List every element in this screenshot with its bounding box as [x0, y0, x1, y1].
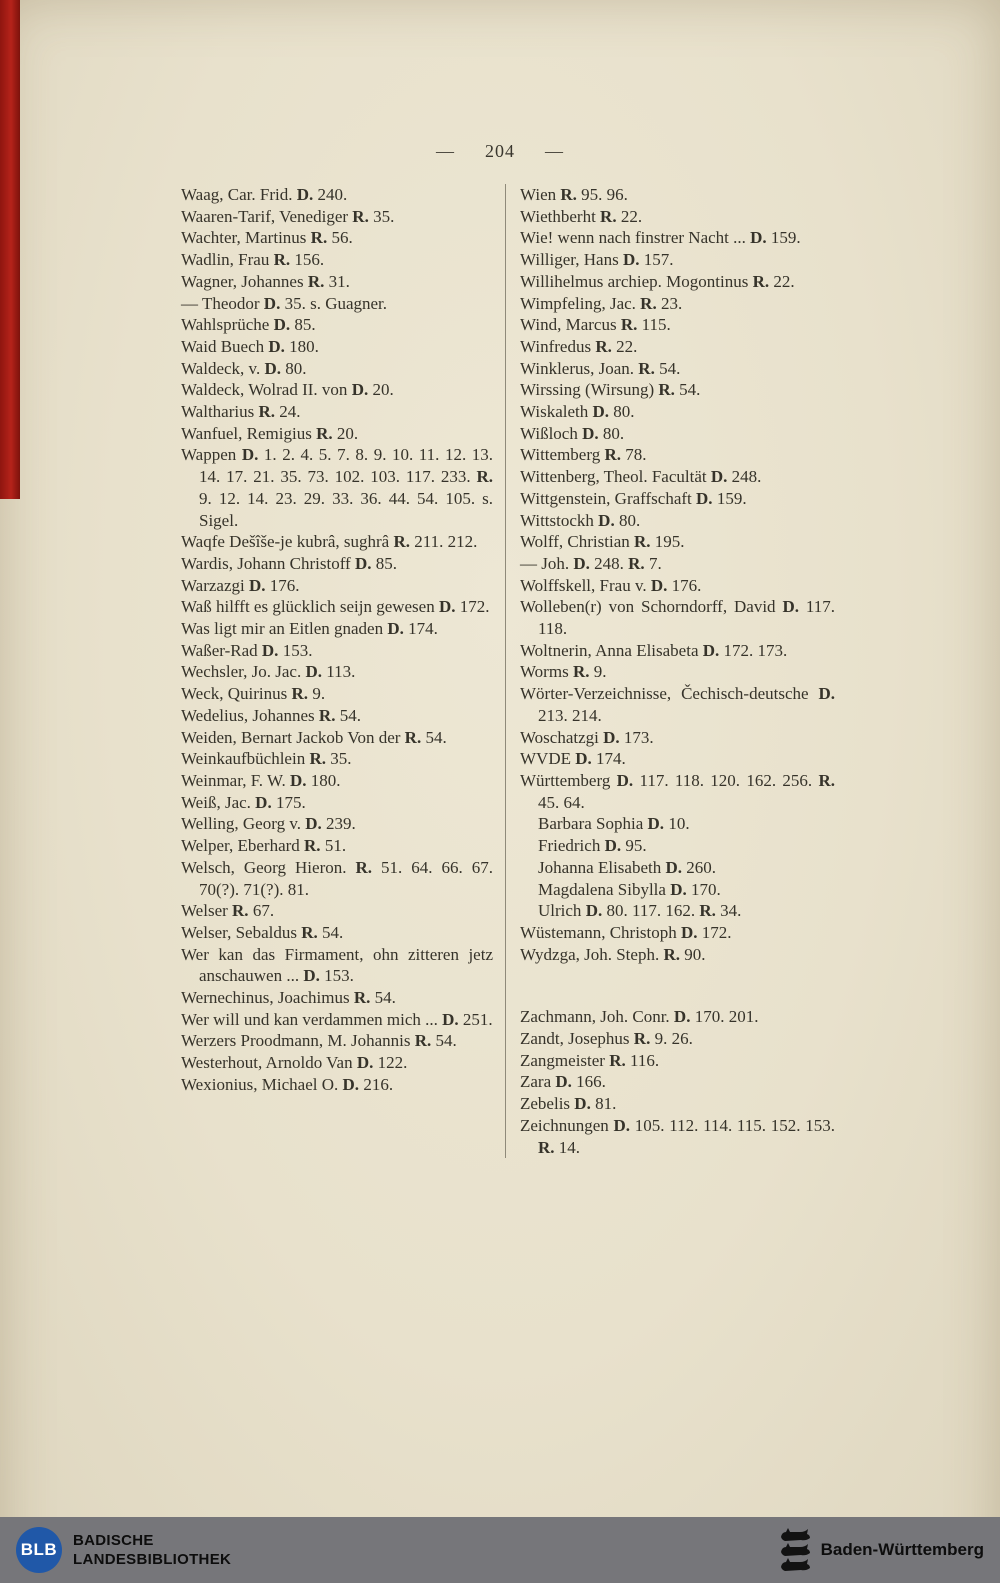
index-entry: Wernechinus, Joachimus R. 54.: [181, 988, 396, 1008]
index-entry: Barbara Sophia D. 10.: [538, 814, 690, 834]
blb-logo: [16, 1527, 231, 1573]
index-entry: Wadlin, Frau R. 156.: [181, 250, 325, 270]
library-watermark-bar: [0, 1517, 1000, 1583]
index-entry: Wittenberg, Theol. Facultät D. 248.: [520, 467, 762, 487]
index-entry: Wimpfeling, Jac. R. 23.: [520, 293, 683, 313]
index-entry: Magdalena Sibylla D. 170.: [538, 879, 721, 899]
index-entry: Worms R. 9.: [520, 662, 607, 682]
index-entry: Zachmann, Joh. Conr. D. 170. 201.: [520, 1007, 759, 1027]
coat-of-arms-icon: [778, 1527, 812, 1573]
index-entry: Weck, Quirinus R. 9.: [181, 684, 326, 704]
index-entry: Williger, Hans D. 157.: [520, 250, 674, 270]
index-entry: Wißloch D. 80.: [520, 423, 625, 443]
library-name-line1: BADISCHE: [73, 1532, 154, 1549]
index-entry: Weiß, Jac. D. 175.: [181, 792, 306, 812]
index-entry: Wachter, Martinus R. 56.: [181, 228, 353, 248]
index-entry: Waltharius R. 24.: [181, 402, 301, 422]
index-column-right: [505, 184, 835, 1158]
index-entry: Zebelis D. 81.: [520, 1094, 617, 1114]
header-dash-left: —: [436, 141, 455, 161]
index-entry: Waß hilfft es glücklich seijn gewesen D. 172.: [181, 597, 490, 617]
index-entry: WVDE D. 174.: [520, 749, 626, 769]
index-entry: Wardis, Johann Christoff D. 85.: [181, 553, 397, 573]
index-entry: Werzers Proodmann, M. Johannis R. 54.: [181, 1031, 457, 1051]
page-number: 204: [485, 141, 515, 161]
index-entry: Wedelius, Johannes R. 54.: [181, 705, 361, 725]
index-entry: Welser R. 67.: [181, 901, 275, 921]
index-entry: Wolffskell, Frau v. D. 176.: [520, 575, 702, 595]
index-entry: Wagner, Johannes R. 31.: [181, 271, 350, 291]
header-dash-right: —: [545, 141, 564, 161]
baden-wuerttemberg-mark: [778, 1527, 984, 1573]
index-entry: Wer kan das Firmament, ohn zitteren jetz anschauwen ... D. 153.: [181, 944, 493, 986]
index-entry: Welling, Georg v. D. 239.: [181, 814, 356, 834]
index-entry: Waldeck, Wolrad II. von D. 20.: [181, 380, 394, 400]
index-entry: Wechsler, Jo. Jac. D. 113.: [181, 662, 356, 682]
index-entry: — Theodor D. 35. s. Guagner.: [181, 293, 388, 313]
index-entry: Winklerus, Joan. R. 54.: [520, 358, 681, 378]
index-entry: Weinmar, F. W. D. 180.: [181, 770, 341, 790]
region-label: Baden-Württemberg: [820, 1540, 984, 1559]
index-entry: Wittgenstein, Graffschaft D. 159.: [520, 488, 747, 508]
index-entry: Wahlsprüche D. 85.: [181, 315, 316, 335]
blb-abbr: BLB: [20, 1540, 58, 1559]
index-entry: Zandt, Josephus R. 9. 26.: [520, 1029, 693, 1049]
index-entry: Waldeck, v. D. 80.: [181, 358, 307, 378]
index-entry: Wexionius, Michael O. D. 216.: [181, 1074, 394, 1094]
index-entry: Wirssing (Wirsung) R. 54.: [520, 380, 701, 400]
index-entry: Wolleben(r) von Schorndorff, David D. 117. 118.: [520, 597, 835, 639]
index-columns: [181, 184, 835, 1158]
index-entry: Württemberg D. 117. 118. 120. 162. 256. R. 45. 64.: [520, 770, 835, 812]
index-entry: Ulrich D. 80. 117. 162. R. 34.: [538, 901, 742, 921]
index-entry: Waaren-Tarif, Venediger R. 35.: [181, 206, 395, 226]
index-entry: Weinkaufbüchlein R. 35.: [181, 749, 352, 769]
index-entry: Johanna Elisabeth D. 260.: [538, 857, 716, 877]
index-entry: Waid Buech D. 180.: [181, 336, 319, 356]
book-spine-red-edge: [0, 0, 20, 499]
page-header: [0, 141, 1000, 162]
index-entry: Wiethberht R. 22.: [520, 206, 643, 226]
index-entry: Warzazgi D. 176.: [181, 575, 300, 595]
index-entry: Zeichnungen D. 105. 112. 114. 115. 152. 153. R. 14.: [520, 1115, 836, 1157]
index-entry: Was ligt mir an Eitlen gnaden D. 174.: [181, 619, 438, 639]
index-entry: Wanfuel, Remigius R. 20.: [181, 423, 359, 443]
index-entry: Wittstockh D. 80.: [520, 510, 641, 530]
library-name-line2: LANDESBIBLIOTHEK: [73, 1551, 232, 1568]
index-entry: Friedrich D. 95.: [538, 836, 647, 856]
index-entry: Wer will und kan verdammen mich ... D. 251.: [181, 1009, 493, 1029]
index-entry: Waßer-Rad D. 153.: [181, 640, 313, 660]
index-column-left: [181, 184, 493, 1158]
index-entry: Willihelmus archiep. Mogontinus R. 22.: [520, 271, 795, 291]
index-entry: Welsch, Georg Hieron. R. 51. 64. 66. 67. 70(?). 71(?). 81.: [181, 857, 493, 899]
index-entry: Wittemberg R. 78.: [520, 445, 647, 465]
index-entry: Westerhout, Arnoldo Van D. 122.: [181, 1053, 408, 1073]
index-entry: Woltnerin, Anna Elisabeta D. 172. 173.: [520, 640, 788, 660]
blb-logo-circle-icon: [16, 1527, 62, 1573]
index-entry: Zara D. 166.: [520, 1072, 606, 1092]
index-entry: Waqfe Dešîše-je kubrâ, sughrâ R. 211. 212.: [181, 532, 478, 552]
library-name: [73, 1531, 231, 1569]
index-entry: Wiskaleth D. 80.: [520, 402, 635, 422]
index-entry: Wörter-Verzeichnisse, Čechisch-deutsche D. 213. 214.: [520, 684, 835, 725]
index-entry: Winfredus R. 22.: [520, 336, 638, 356]
index-entry: Wolff, Christian R. 195.: [520, 532, 685, 552]
index-entry: Wie! wenn nach finstrer Nacht ... D. 159.: [520, 228, 801, 248]
index-entry: Zangmeister R. 116.: [520, 1050, 660, 1070]
index-entry: Wind, Marcus R. 115.: [520, 315, 671, 335]
index-entry: Wien R. 95. 96.: [520, 185, 628, 204]
index-entry: Wüstemann, Christoph D. 172.: [520, 922, 732, 942]
index-entry: Welper, Eberhard R. 51.: [181, 836, 347, 856]
index-entry: Weiden, Bernart Jackob Von der R. 54.: [181, 727, 447, 747]
index-entry: Waag, Car. Frid. D. 240.: [181, 185, 348, 204]
index-entry: — Joh. D. 248. R. 7.: [520, 553, 662, 573]
index-entry: Woschatzgi D. 173.: [520, 727, 654, 747]
index-entry: Wydzga, Joh. Steph. R. 90.: [520, 944, 706, 964]
index-entry: Wappen D. 1. 2. 4. 5. 7. 8. 9. 10. 11. 12. 13. 14. 17. 21. 35. 73. 102. 103. 117. 233. R. 9. 12. 14. 23. 29. 33. 36. 44. 54. 105. s. Sigel.: [181, 445, 493, 530]
index-entry: Welser, Sebaldus R. 54.: [181, 922, 344, 942]
